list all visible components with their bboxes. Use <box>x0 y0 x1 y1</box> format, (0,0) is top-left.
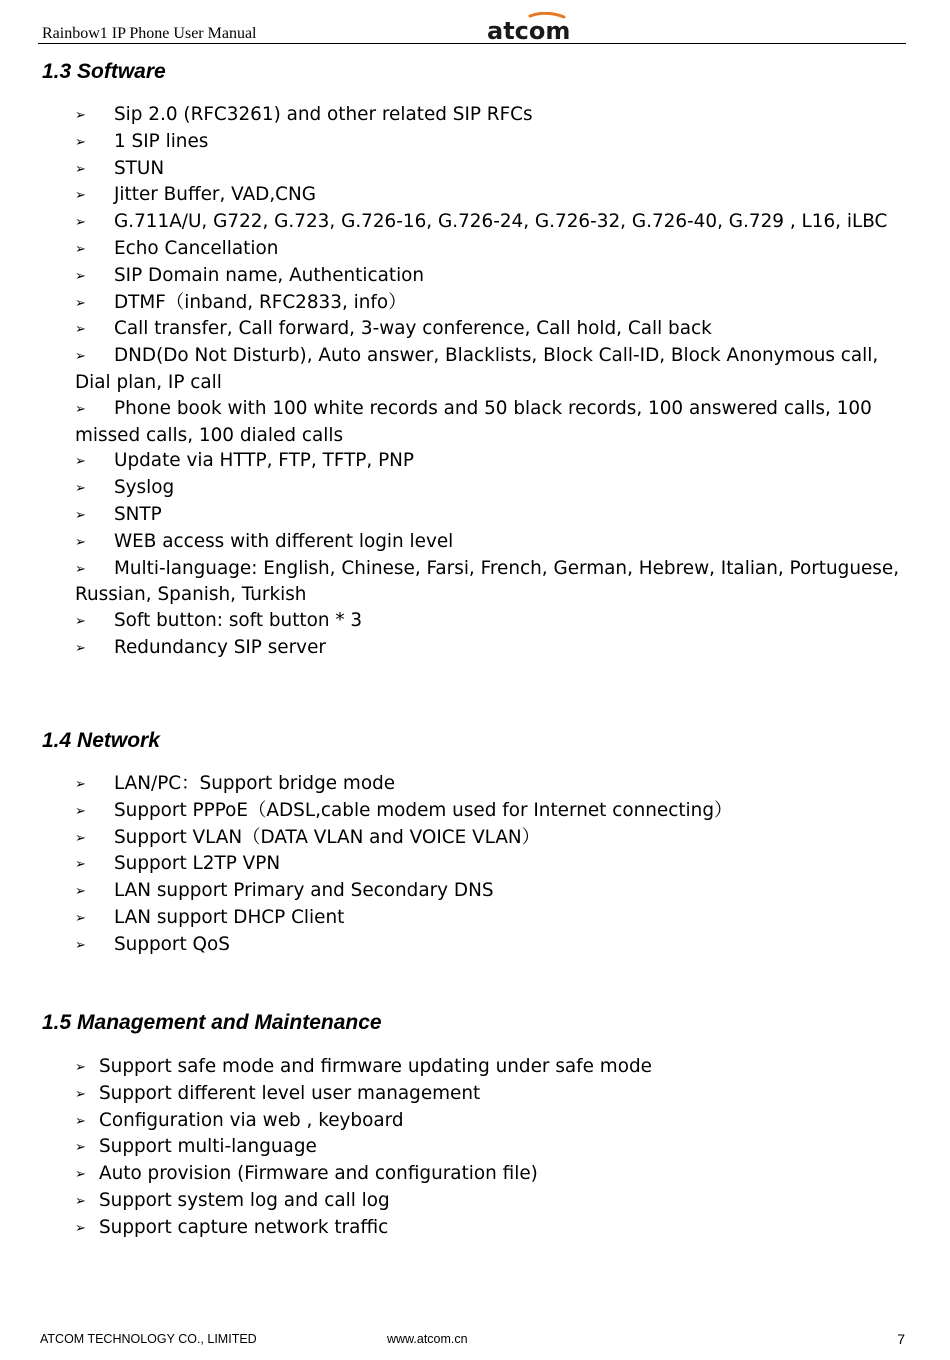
list-item: ➢ SIP Domain name, Authentication <box>75 263 905 290</box>
bullet-arrow-icon: ➢ <box>75 1220 86 1236</box>
bullet-arrow-icon: ➢ <box>75 640 86 656</box>
list-item: ➢ LAN/PC：Support bridge mode <box>75 771 905 798</box>
list-item: ➢ SNTP <box>75 502 905 529</box>
network-feature-list <box>75 771 905 959</box>
bullet-arrow-icon: ➢ <box>75 614 86 630</box>
list-item: ➢ 1 SIP lines <box>75 129 905 156</box>
logo-wordmark: atcom <box>487 17 571 42</box>
list-item: ➢ WEB access with different login level <box>75 529 905 556</box>
list-item: ➢ Auto provision (Firmware and configuration file) <box>75 1161 905 1188</box>
list-item: ➢ Support L2TP VPN <box>75 851 905 878</box>
list-item: ➢ Support multi-language <box>75 1134 905 1161</box>
bullet-arrow-icon: ➢ <box>75 188 86 204</box>
bullet-arrow-icon: ➢ <box>75 401 86 417</box>
list-item: ➢ Syslog <box>75 475 905 502</box>
bullet-arrow-icon: ➢ <box>75 803 86 819</box>
list-item: ➢ Support system log and call log <box>75 1188 905 1215</box>
list-item: ➢ LAN support DHCP Client <box>75 905 905 932</box>
section-heading-network: 1.4 Network <box>42 729 160 752</box>
bullet-arrow-icon: ➢ <box>75 1193 86 1209</box>
bullet-arrow-icon: ➢ <box>75 937 86 953</box>
bullet-arrow-icon: ➢ <box>75 295 86 311</box>
list-item: ➢ Support VLAN（DATA VLAN and VOICE VLAN） <box>75 825 905 852</box>
bullet-arrow-icon: ➢ <box>75 454 86 470</box>
list-item: ➢ Echo Cancellation <box>75 236 905 263</box>
bullet-arrow-icon: ➢ <box>75 1060 86 1075</box>
list-item: ➢ Multi-language: English, Chinese, Farsi, French, German, Hebrew, Italian, Portuguese, Russian, Spanish, Turkish <box>75 557 923 606</box>
management-feature-list <box>75 1054 905 1242</box>
list-item: ➢ Redundancy SIP server <box>75 635 905 662</box>
header-title: Rainbow1 IP Phone User Manual <box>42 25 257 42</box>
list-item: ➢ Support safe mode and firmware updating under safe mode <box>75 1054 905 1081</box>
bullet-arrow-icon: ➢ <box>75 268 86 284</box>
bullet-arrow-icon: ➢ <box>75 215 86 231</box>
bullet-arrow-icon: ➢ <box>75 884 86 900</box>
bullet-arrow-icon: ➢ <box>75 322 86 338</box>
list-item: ➢ Configuration via web , keyboard <box>75 1108 905 1135</box>
section-heading-management: 1.5 Management and Maintenance <box>42 1011 382 1034</box>
header-divider <box>38 43 906 44</box>
list-item: ➢ STUN <box>75 156 905 183</box>
list-item: ➢ Sip 2.0 (RFC3261) and other related SIP RFCs <box>75 102 905 129</box>
bullet-arrow-icon: ➢ <box>75 1167 86 1183</box>
footer-url: www.atcom.cn <box>387 1332 468 1346</box>
bullet-arrow-icon: ➢ <box>75 481 86 497</box>
list-item: ➢ DND(Do Not Disturb), Auto answer, Blacklists, Block Call-ID, Block Anonymous call, Dial plan, IP call <box>75 345 885 393</box>
list-item: ➢ Call transfer, Call forward, 3-way conference, Call hold, Call back <box>75 316 905 343</box>
bullet-arrow-icon: ➢ <box>75 161 86 177</box>
list-item: ➢ Jitter Buffer, VAD,CNG <box>75 182 905 209</box>
bullet-arrow-icon: ➢ <box>75 108 86 123</box>
bullet-arrow-icon: ➢ <box>75 830 86 846</box>
software-feature-list <box>75 102 923 662</box>
list-item: ➢ Support PPPoE（ADSL,cable modem used for Internet connecting） <box>75 798 905 825</box>
bullet-arrow-icon: ➢ <box>75 857 86 873</box>
bullet-arrow-icon: ➢ <box>75 1140 86 1156</box>
bullet-arrow-icon: ➢ <box>75 1086 86 1102</box>
list-item: ➢ Update via HTTP, FTP, TFTP, PNP <box>75 448 905 475</box>
bullet-arrow-icon: ➢ <box>75 1113 86 1129</box>
list-item: ➢ Support QoS <box>75 932 905 959</box>
list-item: ➢ Phone book with 100 white records and 50 black records, 100 answered calls, 100 missed calls, 100 dialed calls <box>75 397 878 446</box>
bullet-arrow-icon: ➢ <box>75 534 86 550</box>
list-item: ➢ Support capture network traffic <box>75 1215 905 1242</box>
list-item: ➢ Soft button: soft button * 3 <box>75 608 905 635</box>
page-number: 7 <box>897 1331 905 1347</box>
list-item: ➢ Support different level user management <box>75 1081 905 1108</box>
bullet-arrow-icon: ➢ <box>75 561 86 577</box>
section-heading-software: 1.3 Software <box>42 60 166 83</box>
list-item: ➢ DTMF（inband, RFC2833, info） <box>75 290 905 317</box>
list-item: ➢ LAN support Primary and Secondary DNS <box>75 878 905 905</box>
bullet-arrow-icon: ➢ <box>75 241 86 257</box>
footer-company: ATCOM TECHNOLOGY CO., LIMITED <box>40 1332 257 1346</box>
bullet-arrow-icon: ➢ <box>75 910 86 926</box>
bullet-arrow-icon: ➢ <box>75 507 86 523</box>
bullet-arrow-icon: ➢ <box>75 777 86 792</box>
bullet-arrow-icon: ➢ <box>75 134 86 150</box>
list-item: ➢ G.711A/U, G722, G.723, G.726-16, G.726-24, G.726-32, G.726-40, G.729 , L16, iLBC <box>75 209 905 236</box>
atcom-logo <box>486 12 596 42</box>
bullet-arrow-icon: ➢ <box>75 349 86 365</box>
